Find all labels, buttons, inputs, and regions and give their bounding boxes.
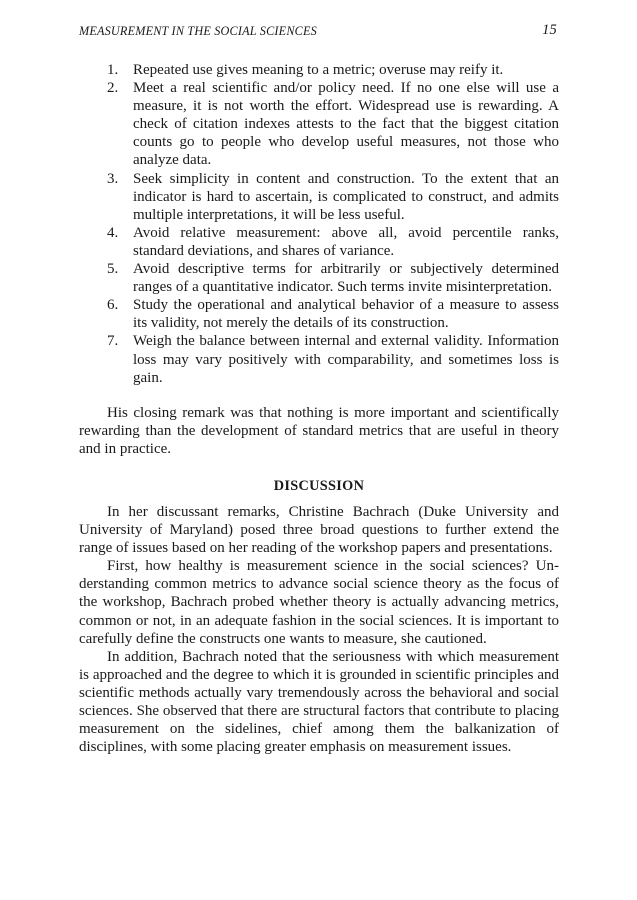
list-item	[79, 224, 559, 260]
list-item-number: 1.	[107, 62, 119, 78]
list-item	[79, 61, 559, 79]
numbered-recommendations-list	[79, 61, 559, 387]
closing-remark-paragraph: His closing remark was that nothing is more important and scientifically rewarding than the development of standard metrics that are useful in theory and in practice.	[79, 404, 559, 457]
list-item-text: Repeated use gives meaning to a metric; overuse may reify it.	[133, 62, 504, 78]
discussion-paragraph-1: In her discussant remarks, Christine Bachrach (Duke University and University of Maryland) posed three broad questions to further extend the range of issues based on her reading of the workshop papers and presentations.	[79, 503, 559, 557]
list-item-number: 2.	[107, 80, 119, 97]
running-head-title: MEASUREMENT IN THE SOCIAL SCIENCES	[79, 24, 317, 38]
list-item	[79, 79, 559, 169]
list-item-text: Seek simplicity in content and construction. To the extent that an indicator is hard to ascertain, is complicated to construct, and admits multiple interpretations, it will be less useful.	[133, 170, 559, 223]
list-item-number: 4.	[107, 224, 119, 241]
list-item-number: 7.	[107, 333, 119, 350]
list-item	[79, 170, 559, 224]
page-number: 15	[542, 22, 557, 38]
list-item-text: Weigh the balance between internal and external validity. Information loss may vary positively with comparability, and sometimes loss is gain.	[133, 333, 559, 386]
list-item	[79, 296, 559, 332]
discussion-paragraph-3: In addition, Bachrach noted that the seriousness with which measurement is approached and the degree to which it is grounded in scientific principles and scientific methods actually vary tremendously across the behavioral and social sciences. She observed that there are structural factors that contribute to placing measurement on the sidelines, chief among them the balkanization of disciplines, with some placing greater emphasis on measurement issues.	[79, 648, 559, 756]
list-item-number: 5.	[107, 261, 119, 278]
list-item-text: Study the operational and analytical behavior of a measure to assess its validity, not merely the details of its construction.	[133, 297, 559, 332]
list-item-number: 6.	[107, 297, 119, 314]
list-item	[79, 260, 559, 296]
discussion-paragraph-2: First, how healthy is measurement science in the social sciences? Understanding common metrics to advance social science theory as the focus of the workshop, Bachrach probed whether theory is actually advancing metrics, common or not, in an adequate fashion in the social sciences. It is important to carefully define the constructs one wants to measure, she cautioned.	[79, 558, 559, 647]
book-page	[79, 22, 559, 756]
list-item-text: Avoid relative measurement: above all, avoid percentile ranks, standard deviations, and shares of variance.	[133, 224, 559, 259]
list-item-text: Avoid descriptive terms for arbitrarily or subjectively determined ranges of a quantitative indicator. Such terms invite misinterpretation.	[133, 261, 559, 296]
list-item	[79, 332, 559, 386]
running-head	[79, 22, 559, 42]
list-item-text: Meet a real scientific and/or policy need. If no one else will use a measure, it is not worth the effort. Widespread use is rewarding. A check of citation indexes attests to the fact that the biggest citation counts go to people who develop useful measures, not those who analyze data.	[133, 80, 559, 169]
section-heading-discussion: DISCUSSION	[273, 477, 365, 494]
list-item-number: 3.	[107, 170, 119, 187]
